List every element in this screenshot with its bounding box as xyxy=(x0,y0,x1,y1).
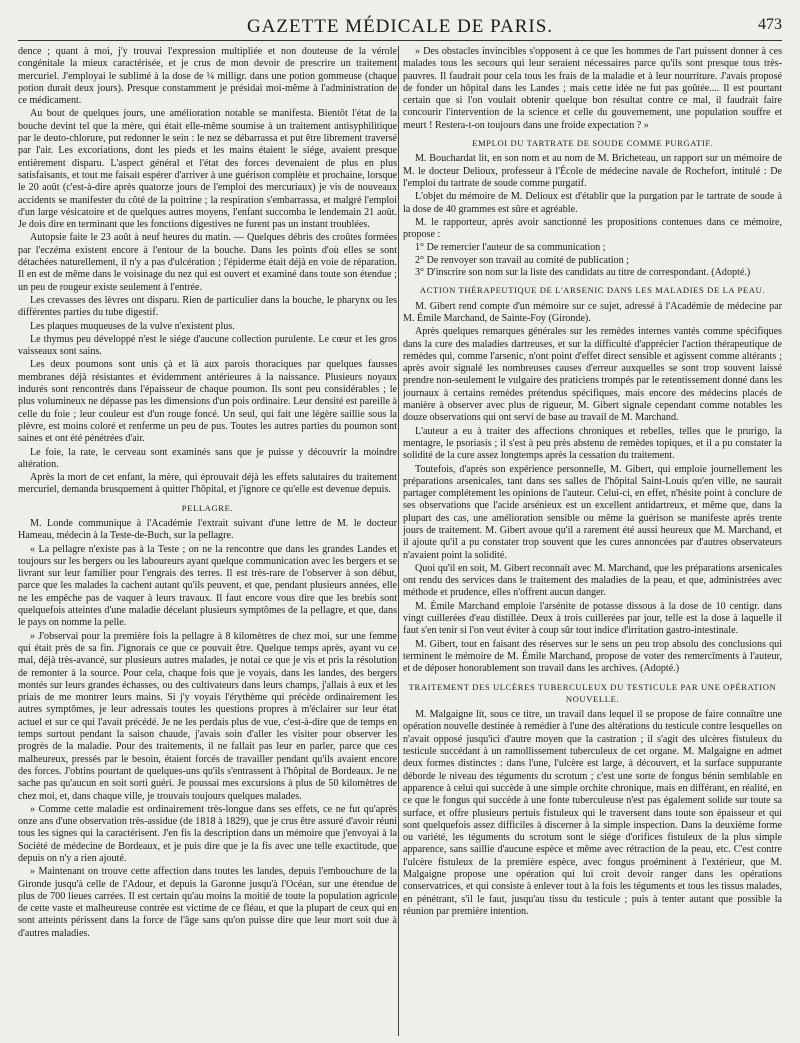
right-column xyxy=(403,46,782,1036)
paragraph: Les plaques muqueuses de la vulve n'existent plus. xyxy=(30,320,235,332)
paragraph: Les crevasses des lèvres ont disparu. Rien de particulier dans la bouche, le pharynx ou les différentes parties du tube digestif. xyxy=(18,294,397,319)
paragraph: » J'observai pour la première fois la pellagre à 8 kilomètres de chez moi, sur une femme qui était près de sa fin. J'ignorais ce que ce pouvait être. Quelque temps après, ayant vu ce mal, déjà très-avancé, sur plusieurs autres malades, je notai ce que je vis et pris la résolution de remonter à la source. Pour cela, chaque fois que je voyais, dans les landes, des bergers montés sur leurs grandes échasses, ou des cultivateurs dans leurs champs, j'allais à eux et les priais de me montrer leurs mains. Si j'y voyais l'érythème qui précède ordinairement les autres symptômes, je leur adressais toutes les questions propres à m'éclairer sur leur état actuel et sur ce qui l'avait précédé. Je ne les perdais plus de vue, c'est-à-dire que de temps en temps surtout pendant la saison chaude, j'avais soin d'aller les visiter pour observer les progrès de la maladie. Pour des traitements, il ne fallait pas leur en parler, parce que ces malheureux, pressés par le besoin, étaient forcés de travailler pendant qu'ils avaient encore des forces. J'obtins pourtant de quelques-uns qu'ils s'entrassent à l'hôpital de Bordeaux. Je ne sache pas qu'aucun en soit sorti guéri. Je poussai mes excursions à plus de 50 kilomètres de chez moi, et, dans chaque ville, je trouvais toujours quelques malades. xyxy=(18,630,397,802)
paragraph: Quoi qu'il en soit, M. Gibert reconnaît avec M. Marchand, que les préparations arsenicales ont rendu des services dans le traitement des maladies de la peau, et que, administrées avec méthode et prudence, elles n'offrent aucun danger. xyxy=(403,562,782,599)
paragraph: Les deux poumons sont unis çà et là aux parois thoraciques par quelques fausses membranes déjà résistantes et évidemment antérieures à la naissance. Plusieurs noyaux indurés sont rencontrés dans l'épaisseur de chaque poumon. Ils sont peu considérables ; le plus volumineux ne dépasse pas les dimensions d'un pois ordinaire. Leur densité est pareille à celle du foie ; leur couleur est d'un rouge foncé. Un seul, qui fait une légère saillie sous la plèvre, est moins coloré et renferme un peu de pus. Toutes les autres parties du poumon sont saines et ont été pénétrées d'air. xyxy=(18,359,397,445)
list-item: 1° De remercier l'auteur de sa communication ; xyxy=(415,242,606,254)
column-divider xyxy=(398,46,399,1036)
section-heading-tartrate: EMPLOI DU TARTRATE DE SOUDE COMME PURGATIF. xyxy=(472,138,713,149)
section-heading-ulceres: TRAITEMENT DES ULCÈRES TUBERCULEUX DU TESTICULE PAR UNE OPÉRATION NOUVELLE. xyxy=(408,681,777,704)
section-heading-arsenic: ACTION THÉRAPEUTIQUE DE L'ARSENIC DANS LES MALADIES DE LA PEAU. xyxy=(419,285,766,296)
page-number: 473 xyxy=(758,16,782,33)
list-item: 2° De renvoyer son travail au comité de publication ; xyxy=(415,254,629,266)
paragraph: Le thymus peu développé n'est le siége d'aucune collection purulente. Le cœur et les gros vaisseaux sont sains. xyxy=(18,333,397,358)
paragraph: Au bout de quelques jours, une amélioration notable se manifesta. Bientôt l'état de la bouche devint tel que la mère, qui était elle-même soumise à un traitement antisyphilitique par le deuto-chlorure, put redonner le sein : le nez se débarrassa et put être librement traversé par l'air. Les excoriations, dont les pieds et les mains étaient le siége, avaient presque entièrement disparu. L'aspect général et l'état des forces devenaient de plus en plus satisfaisants, et tout me faisait espérer d'arriver à une guérison complète et prochaine, lorsque le 20 août (c'est-à-dire après quatorze jours de l'emploi des mercuriaux) je vis de nouveaux accidents se manifester du côté de la poitrine ; la respiration s'embarrassa, et malgré l'emploi d'un large vésicatoire et de quelques autres moyens, l'enfant succomba le lendemain 21 août. Je dois dire en terminant que les fonctions digestives ne furent pas un instant troublées. xyxy=(18,108,397,231)
paragraph: M. Gibert rend compte d'un mémoire sur ce sujet, adressé à l'Académie de médecine par M. Émile Marchand, de Sainte-Foy (Gironde). xyxy=(403,300,782,324)
list-item: 3° D'inscrire son nom sur la liste des candidats au titre de correspondant. (Adopté.) xyxy=(415,267,751,279)
paragraph: M. le rapporteur, après avoir sanctionné les propositions contenues dans ce mémoire, propose : xyxy=(403,216,782,241)
paragraph: M. Gibert, tout en faisant des réserves sur le sens un peu trop absolu des conclusions qui terminent le mémoire de M. Émile Marchand, propose de voter des remercîments à l'auteur, et de déposer honorablement son travail dans les archives. (Adopté.) xyxy=(403,638,782,675)
paragraph: M. Émile Marchand emploie l'arsénite de potasse dissous à la dose de 10 centigr. dans vingt cuillerées d'eau distillée. Deux à trois cuillerées par jour, telle est la dose à laquelle il faut s'en tenir si l'on veut éviter à coup sûr tout indice d'irritation gastro-intestinale. xyxy=(403,600,782,637)
paragraph: M. Londe communique à l'Académie l'extrait suivant d'une lettre de M. le docteur Hameau, médecin à la Teste-de-Buch, sur la pellagre. xyxy=(18,517,397,542)
paragraph: » Maintenant on trouve cette affection dans toutes les landes, depuis l'embouchure de la Gironde jusqu'à celle de l'Adour, et depuis la Garonne jusqu'à l'Océan, sur une étendue de plus de 700 lieues carrées. Il est certain qu'au moins la moitié de toute la population agricole de cette vaste et malheureuse contrée est victime de ce fléau, et que la plupart de ceux qui en sont atteints périssent dans la force de l'âge sans qu'on puisse dire que leur mort soit due à d'autres maladies. xyxy=(18,866,397,939)
paragraph: dence ; quant à moi, j'y trouvai l'expression multipliée et non douteuse de la vérole congénitale la mieux caractérisée, et je crus de mon devoir de prescrire un traitement mercuriel. J'employai le sublimé à la dose de ¼ milligr. dans une potion gommeuse (chaque potion durait deux jours). Presque constamment je présidai moi-même à l'administration de ce médicament. xyxy=(18,46,397,107)
masthead xyxy=(18,10,782,41)
paragraph: M. Bouchardat lit, en son nom et au nom de M. Bricheteau, un rapport sur un mémoire de M. le docteur Delioux, professeur à l'École de médecine navale de Rochefort, intitulé : De l'emploi du tartrate de soude comme purgatif. xyxy=(403,153,782,189)
left-column xyxy=(18,46,397,1036)
paragraph: « La pellagre n'existe pas à la Teste ; on ne la rencontre que dans les grandes Landes et toujours sur les bergers ou les laboureurs ayant quelque communication avec les bergers et se livrant sur leur familier pour l'engrais des terres. Il est très-rare de l'observer à son début, parce que les malades la cachent autant qu'ils peuvent, et que, pendant plusieurs années, elle ne les empêche pas de vaquer à leurs travaux. Il faut encore vous dire que les brebis sont quelquefois atteintes d'une maladie décelant plusieurs symptômes de la pellagre, et que, dans le pays on nomme la pelle. xyxy=(18,543,397,629)
paragraph: Autopsie faite le 23 août à neuf heures du matin. — Quelques débris des croûtes formées par l'eczéma existent encore à l'entour de la bouche. Dans les points d'où elles se sont détachées naturellement, il n'y a pas d'ulcération ; l'épiderme était déjà en voie de réparation. Il en est de même dans le voisinage du nez qui est ouvert et examiné dans toute son étendue ; un peu de rougeur existe seulement à l'entrée. xyxy=(18,232,397,293)
paragraph: Après la mort de cet enfant, la mère, qui éprouvait déjà les effets salutaires du traitement mercuriel, demanda brusquement à quitter l'hôpital, et j'ignore ce qu'elle est devenue depuis. xyxy=(18,472,397,496)
section-heading-pellagre: PELLAGRE. xyxy=(181,502,234,513)
paragraph: Après quelques remarques générales sur les remèdes internes vantés comme spécifiques dans la cure des maladies dartreuses, et sur la difficulté d'apprécier l'action thérapeutique de remèdes qui, comme l'arsenic, n'ont point d'effet direct sensible et agissent comme altérants ; après avoir signalé les nombreuses causes d'erreur auxquelles se sont trop souvent laissé prendre non-seulement le vulgaire des praticiens trompés par le retentissement donné dans les journaux à certains remèdes prétendus spécifiques, mais encore des médecins placés de manière à observer avec plus de rigueur, M. Gibert signale cependant comme notables les douze observations qui ont servi de base au travail de M. Marchand. xyxy=(403,326,782,424)
paragraph: Toutefois, d'après son expérience personnelle, M. Gibert, qui emploie journellement les préparations arsenicales, tant dans ses salles de l'hôpital Saint-Louis qu'en ville, ne saurait partager complétement les opinions de l'auteur. Celui-ci, en effet, n'hésite point à conclure de ses observations que l'acide arsénieux est un excellent antidartreux, et même que, dans la plupart des cas, une amélioration sensible ou même la guérison se manifeste après trente jours de traitement. M. Gibert avoue qu'il a rarement été aussi heureux que M. Marchand, et il ajoute qu'il a pu constater trop souvent que les cures annoncées par d'autres observateurs n'avaient point la solidité. xyxy=(403,463,782,561)
journal-title: GAZETTE MÉDICALE DE PARIS. xyxy=(246,16,554,37)
paragraph: » Comme cette maladie est ordinairement très-longue dans ses effets, ce ne fut qu'après onze ans d'une observation très-assidue (de 1818 à 1829), que je crus être assuré d'avoir réuni tous les signes qui la caractérisent. J'en fis la description dans un mémoire que j'envoyai à la Société de médecine de Bordeaux, et je puis dire que je la fis avec une telle exactitude, que depuis on n'y a rien ajouté. xyxy=(18,803,397,864)
paragraph: L'auteur a eu à traiter des affections chroniques et rebelles, telles que le prurigo, la mentagre, le psoriasis ; il s'est à peu près abstenu de remèdes topiques, et il a pu constater la solidité de la cure assez longtemps après la cessation du traitement. xyxy=(403,425,782,462)
proposal-list xyxy=(403,242,782,279)
paragraph: L'objet du mémoire de M. Delioux est d'établir que la purgation par le tartrate de soude à la dose de 40 grammes est sûre et agréable. xyxy=(403,191,782,215)
paragraph: » Des obstacles invincibles s'opposent à ce que les hommes de l'art puissent donner à ces malades tous les secours qui leur seraient nécessaires parce qu'ils sont presque tous très-pauvres. Il faudrait pour cela tous les frais de la maladie et à leur nourriture. J'avais proposé de fonder un hôpital dans les Landes ; mais cette idée ne fut pas goûtée.... Il est pourtant certain que si l'on voulait obtenir quelque bon résultat contre ce mal, il faudrait faire concourir l'intervention de la science et celle du gouvernement, une population souffre et meurt ! Restera-t-on toujours dans une froide expectation ? » xyxy=(403,46,782,131)
paragraph: M. Malgaigne lit, sous ce titre, un travail dans lequel il se propose de faire connaître une opération nouvelle destinée à remédier à l'une des altérations du testicule contre lesquelles on n'avait opposé jusqu'ici d'autre moyen que la castration ; il s'agit des ulcères fistuleux du testicule succédant à un ramollissement tuberculeux de cet organe. M. Malgaigne en admet deux formes distinctes : dans l'une, l'ulcère est large, à découvert, et la surface suppurante déborde le niveau des téguments du scrotum ; c'est une sorte de fongus bénin semblable en apparence à celui qui succède à une simple orchite chronique, mais en différant, en réalité, en ce que le fongus qui succède à une fonte tuberculeuse n'est pas également solide sur toute sa surface, et offre plusieurs pertuis fistuleux qui le traversent dans toute son épaisseur et qui sont quelquefois assez difficiles à discerner à la simple inspection. Dans la deuxième forme ou variété, les téguments du scrotum sont le siége d'orifices fistuleux de la plus simple apparence, sans saillie d'aucune espèce et même avec rétraction de la peau, etc. C'est contre l'ulcère fistuleux de la première espèce, avec fongus proéminent à l'extérieur, que M. Malgaigne propose une opération qui lui croit devoir ranger dans les opérations conservatrices, et qui consiste à enlever tout à la fois les téguments et tous les tissus malades, en pénétrant, s'il le faut, jusqu'au tissu du testicule ; puis à tenter autant que possible la réunion par première intention. xyxy=(403,709,782,917)
paragraph: Le foie, la rate, le cerveau sont examinés sans que je puisse y découvrir la moindre altération. xyxy=(18,446,397,470)
